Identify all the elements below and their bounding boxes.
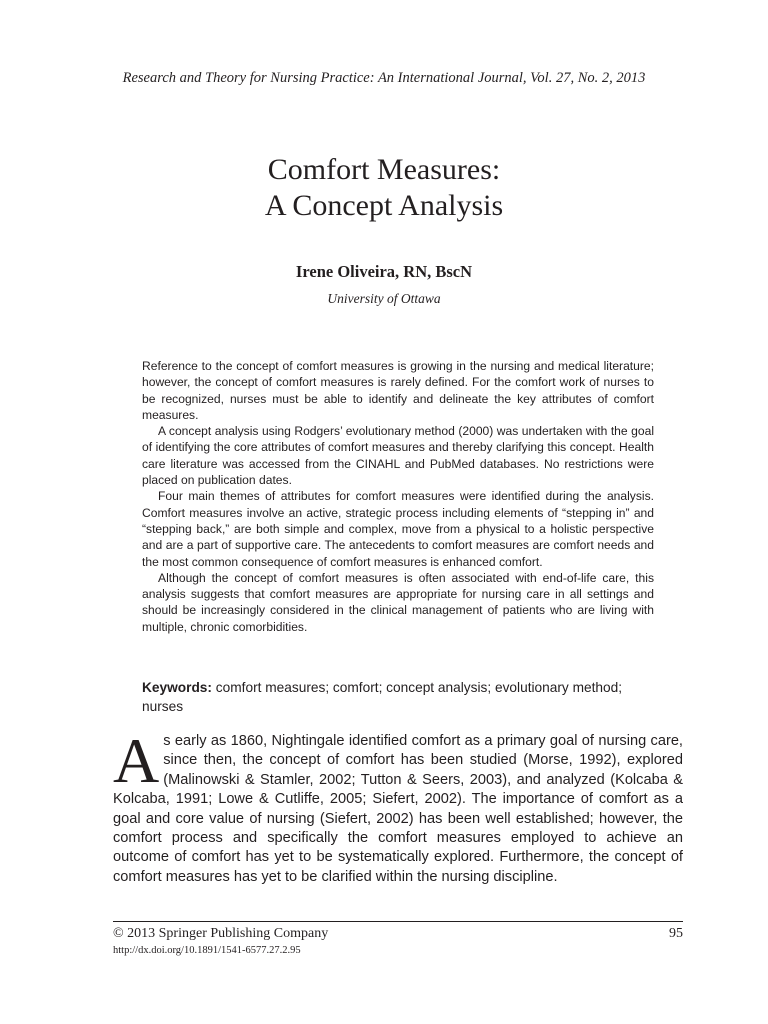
running-head: Research and Theory for Nursing Practice: An International Journal, Vol. 27, No. 2, 2013 bbox=[122, 70, 646, 86]
abstract bbox=[142, 358, 654, 635]
copyright: © 2013 Springer Publishing Company bbox=[113, 926, 329, 941]
keywords bbox=[142, 678, 654, 716]
abstract-paragraph: Although the concept of comfort measures is often associated with end-of-life care, this analysis suggests that comfort measures are appropriate for nursing care in all settings and should be increasingly considered in the clinical management of patients who are living with multiple, chronic comorbidities. bbox=[142, 570, 654, 634]
title-line-2: A Concept Analysis bbox=[264, 189, 504, 222]
doi-link[interactable]: http://dx.doi.org/10.1891/1541-6577.27.2.95 bbox=[113, 945, 301, 956]
abstract-paragraph: A concept analysis using Rodgers’ evolutionary method (2000) was undertaken with the goal of identifying the core attributes of comfort measures and thereby clarifying this concept. Health care literature was accessed from the CINAHL and PubMed databases. No restrictions were placed on publication dates. bbox=[142, 424, 654, 488]
author-name: Irene Oliveira, RN, BscN bbox=[295, 262, 473, 281]
page-number: 95 bbox=[669, 926, 683, 941]
abstract-paragraph: Reference to the concept of comfort measures is growing in the nursing and medical literature; however, the concept of comfort measures is rarely defined. For the comfort work of nurses to be recognized, nurses must be able to identify and delineate the key attributes of comfort measures. bbox=[142, 359, 654, 422]
title-line-1: Comfort Measures: bbox=[267, 153, 501, 186]
body-text: s early as 1860, Nightingale identified comfort as a primary goal of nursing care, since then, the concept of comfort has been studied (Morse, 1992), explored (Malinowski & Stamler, 2002; Tutton & Seers, 2003), and analyzed (Kolcaba & Kolcaba, 1991; Lowe & Cutliffe, 2005; Siefert, 2002). The importance of comfort as a goal and core value of nursing (Siefert, 2002) has been well established; however, the comfort process and specifically the comfort measures employed to achieve an outcome of comfort has yet to be systematically explored. Furthermore, the concept of comfort measures has yet to be clarified within the nursing discipline. bbox=[113, 733, 683, 885]
article-title bbox=[0, 152, 768, 224]
keywords-label: Keywords: bbox=[142, 680, 212, 695]
keywords-text: comfort measures; comfort; concept analysis; evolutionary method; nurses bbox=[142, 680, 623, 714]
footer-divider bbox=[113, 921, 683, 922]
body-paragraph bbox=[113, 725, 683, 887]
author-affiliation: University of Ottawa bbox=[327, 291, 441, 306]
abstract-paragraph: Four main themes of attributes for comfort measures were identified during the analysis. Comfort measures involve an active, strategic process including elements of “stepping in” and “stepping back,” are both simple and complex, move from a physical to a holistic perspective and are a part of supportive care. The antecedents to comfort measures are comfort needs and the most common consequence of comfort measures is enhanced comfort. bbox=[142, 489, 654, 569]
drop-cap: A bbox=[113, 725, 160, 796]
